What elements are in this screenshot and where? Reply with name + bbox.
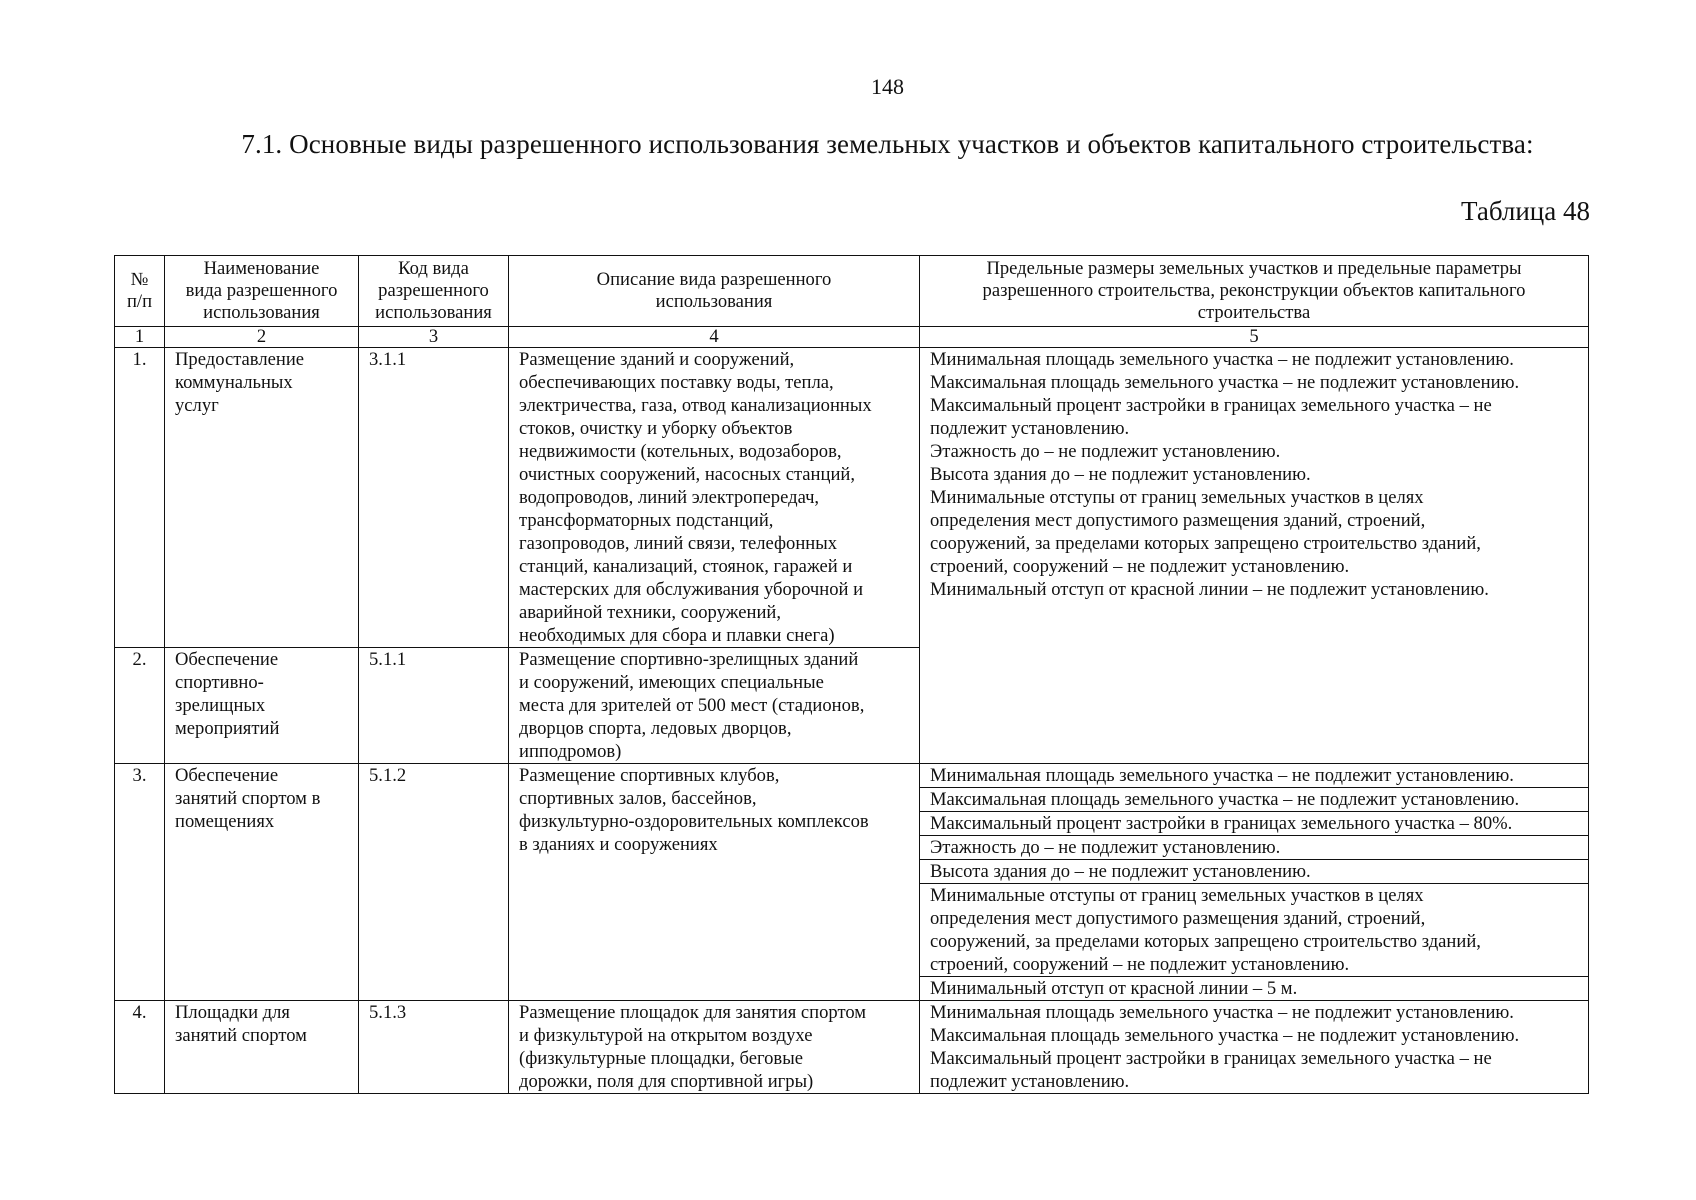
- use-description: Размещение площадок для занятия спортом и физкультурой на открытом воздухе (физкультурные площадки, беговые дорожки, поля для спортивной игры): [509, 1001, 920, 1094]
- header-description: Описание вида разрешенного использования: [509, 256, 920, 327]
- use-code: 5.1.2: [359, 764, 509, 1001]
- limits-rows-1-2: Минимальная площадь земельного участка – не подлежит установлению. Максимальная площадь земельного участка – не подлежит установлению. Максимальный процент застройки в границах земельного участка – не подлежит установлению. Этажность до – не подлежит установлению. Высота здания до – не подлежит установлению. Минимальные отступы от границ земельных участков в целях определения мест допустимого размещения зданий, строений, сооружений, за пределами которых запрещено строительство зданий, строений, сооружений – не подлежит установлению. Минимальный отступ от красной линии – не подлежит установлению.: [920, 348, 1589, 764]
- use-code: 3.1.1: [359, 348, 509, 648]
- column-number: 4: [509, 327, 920, 348]
- header-code: Код вида разрешенного использования: [359, 256, 509, 327]
- table-row: [115, 1001, 1589, 1094]
- header-name: Наименование вида разрешенного использования: [165, 256, 359, 327]
- column-number: 5: [920, 327, 1589, 348]
- limit-item: Этажность до – не подлежит установлению.: [920, 836, 1588, 860]
- use-name: Предоставление коммунальных услуг: [165, 348, 359, 648]
- column-number: 3: [359, 327, 509, 348]
- use-description: Размещение спортивных клубов, спортивных залов, бассейнов, физкультурно-оздоровительных комплексов в зданиях и сооружениях: [509, 764, 920, 1001]
- column-number: 1: [115, 327, 165, 348]
- limit-item: Минимальный отступ от красной линии – 5 м.: [930, 978, 1298, 999]
- use-name: Площадки для занятий спортом: [165, 1001, 359, 1094]
- header-limits: Предельные размеры земельных участков и предельные параметры разрешенного строительства, реконструкции объектов капитального строительства: [920, 256, 1589, 327]
- table-label: Таблица 48: [1461, 196, 1590, 226]
- row-number: 4.: [115, 1001, 165, 1094]
- use-code: 5.1.1: [359, 648, 509, 764]
- limits-row-4: Минимальная площадь земельного участка – не подлежит установлению. Максимальная площадь земельного участка – не подлежит установлению. Максимальный процент застройки в границах земельного участка – не подлежит установлению.: [920, 1001, 1589, 1094]
- page-number: 148: [871, 74, 904, 99]
- permitted-use-table: [114, 255, 1589, 1094]
- row-number: 2.: [115, 648, 165, 764]
- header-num: № п/п: [115, 256, 165, 327]
- table-row: [115, 764, 1589, 1001]
- limit-item: Максимальная площадь земельного участка – не подлежит установлению.: [920, 788, 1588, 812]
- table-row: [115, 348, 1589, 648]
- limit-item: Минимальная площадь земельного участка – не подлежит установлению.: [920, 764, 1588, 788]
- row-number: 3.: [115, 764, 165, 1001]
- limits-row-3: [920, 764, 1589, 1001]
- use-name: Обеспечение занятий спортом в помещениях: [165, 764, 359, 1001]
- column-number-row: [115, 327, 1589, 348]
- limit-item: Минимальные отступы от границ земельных участков в целях определения мест допустимого размещения зданий, строений, сооружений, за пределами которых запрещено строительство зданий, строений, сооружений – не подлежит установлению.: [920, 884, 1588, 977]
- row-number: 1.: [115, 348, 165, 648]
- column-number: 2: [165, 327, 359, 348]
- use-description: Размещение зданий и сооружений, обеспечивающих поставку воды, тепла, электричества, газа, отвод канализационных стоков, очистку и уборку объектов недвижимости (котельных, водозаборов, очистных сооружений, насосных станций, водопроводов, линий электропередач, трансформаторных подстанций, газопроводов, линий связи, телефонных станций, канализаций, стоянок, гаражей и мастерских для обслуживания уборочной и аварийной техники, сооружений, необходимых для сбора и плавки снега): [509, 348, 920, 648]
- use-description: Размещение спортивно-зрелищных зданий и сооружений, имеющих специальные места для зрителей от 500 мест (стадионов, дворцов спорта, ледовых дворцов, ипподромов): [509, 648, 920, 764]
- use-name: Обеспечение спортивно- зрелищных мероприятий: [165, 648, 359, 764]
- limit-item: Высота здания до – не подлежит установлению.: [920, 860, 1588, 884]
- limit-item: Максимальный процент застройки в границах земельного участка – 80%.: [920, 812, 1588, 836]
- use-code: 5.1.3: [359, 1001, 509, 1094]
- section-title: 7.1. Основные виды разрешенного использования земельных участков и объектов капитального строительства:: [241, 129, 1534, 159]
- table-header-row: [115, 256, 1589, 327]
